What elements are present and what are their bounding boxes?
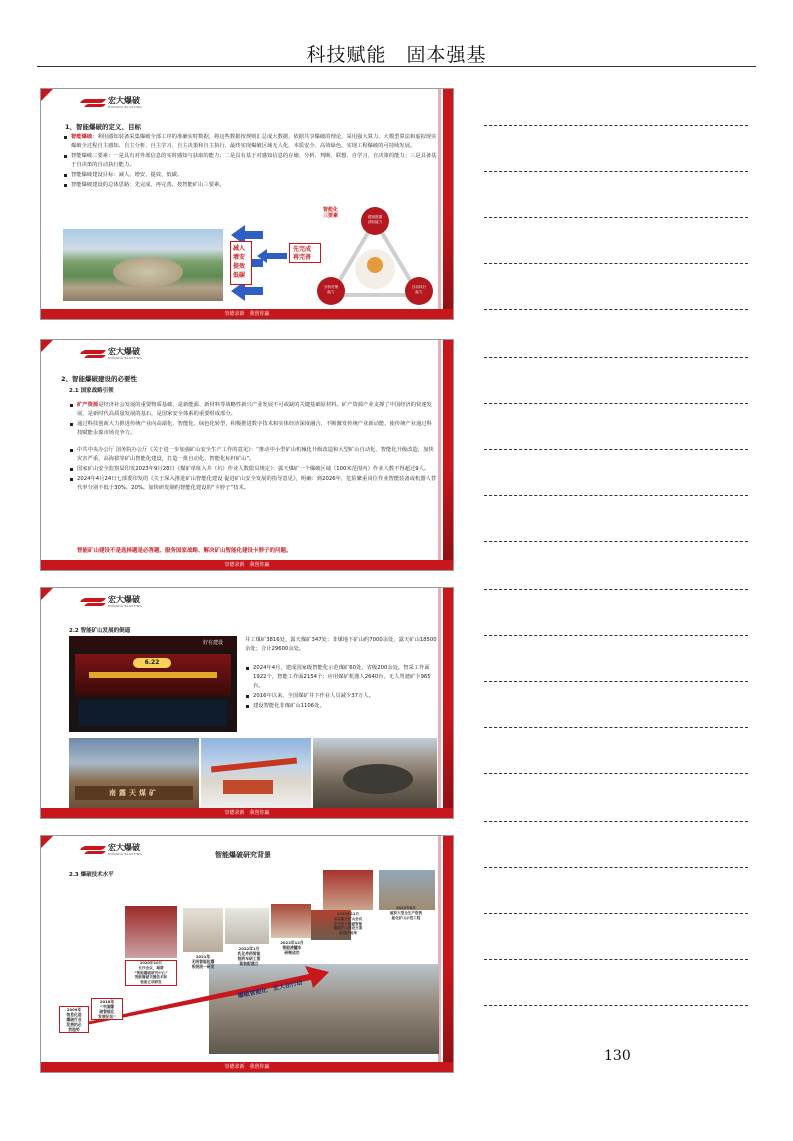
note-line [484,589,748,590]
milestone-photo [225,908,269,944]
note-line [484,821,748,822]
bullet-text: 国家矿山安全监察局印发2023年9月28日《煤矿单班入井（坑）作业人数限员规定》：露天煤矿一个爆破区域（100米范围内）作业人数不得超过9人。 [77,466,430,472]
note-line [484,309,748,310]
milestone-photo [125,906,177,958]
slide-footer: 崇德求新 我创你赢 [41,560,453,570]
bullet-text: 是经济社会发展的重要物质基础，是新能源、新材料等战略性新兴产业发展不可或缺的关键基础原材料。矿产资源产业支撑了中国经济的快速发展，是新时代高质量发展的基石，是国家安全体系的重要组成部分。 [77,402,432,417]
mine-aerial-photo [63,229,223,301]
truck-shape [223,780,273,794]
note-line [484,867,748,868]
note-line [484,773,748,774]
slide-footer: 崇德求新 我创你赢 [41,309,453,319]
pit-shape [343,764,413,794]
note-line [484,495,748,496]
corner-triangle [41,340,53,352]
link-arrow-icon [257,249,287,263]
milestone-label: 2018年 “中国爆 破智能化 发展论坛” [91,998,123,1020]
progress-arrow-icon [59,964,329,1030]
note-line [484,357,748,358]
header-rule [37,66,756,67]
bullet-list [69,401,437,494]
bullet-item: 2016年以来，全国煤矿井下作业人员减少37万人。 [245,692,437,701]
note-line [484,171,748,172]
note-line [484,913,748,914]
bullet-text: ：利用感知装备采集爆破全部工序的准确实时数据，将这些数据按规则汇总成大数据，依据共享爆破的理论，采用强大算力、大模型算法和虚拟现实爆破全过程自主感知、自主分析、自主学习、自主决策和自主执行，最终实现爆破区域无人化、本质安全、高效绿色，实现工程爆破的可持续发展。 [71,134,437,149]
corner-triangle [41,588,53,600]
bullet-text: 通过科技创新大力推进传统产业向高端化、智能化、绿色化转型，积极推进数字技术和实体经济深度融合，不断激发传统产业新动能，使传统产业通过科技赋能永葆市场竞争力。 [77,421,432,436]
side-stripe [438,588,441,818]
bullet-lead: 智能爆破 [71,134,93,140]
slide-title: 智能爆破研究背景 [215,851,271,859]
goal-text: 减人 增安 提效 低碳 [233,245,246,279]
milestone-photo [183,908,223,952]
goal-box [230,241,252,285]
bullet-text: 2024年4月24日七部委印发的《关于深入推进矿山智能化建设 促进矿山安全发展的指导意见》，明确：到2026年，危险繁重岗位作业智能装备或机器人替代率分别不低于30%、20%。加快研发制约智能化建设的“卡脖子”技术。 [77,476,437,491]
bullet-item [69,446,437,464]
side-bar [443,836,453,1072]
note-line [484,449,748,450]
logo-english: HONGDA BLASTING [108,356,142,360]
note-line [484,635,748,636]
screen-bar [89,672,217,678]
open-pit-photo [313,738,437,808]
milestone-label: 2022年11月 首届露天矿山会议 发布宏大爆破智能 爆破矿山建设方案 取得的成果 [333,912,363,936]
note-line [484,263,748,264]
gate-arch [211,758,297,773]
bullet-item [63,171,439,180]
screen-label: 好在建设 [203,640,224,646]
bullet-lead: 矿产资源 [77,402,99,408]
logo-name: 宏大爆破 [108,843,140,852]
gate-photo [201,738,311,808]
side-bar [443,89,453,319]
bullet-item [63,152,439,170]
pit-shape [113,257,183,287]
logo-mark-icon [81,596,105,608]
bullet-list [245,664,437,712]
bullet-item [69,401,437,419]
milestone-photo [271,904,311,938]
milestone-photo [379,870,435,910]
milestone-label: 2009年 信息化追 爆破行业 发展的必 然趋势 [59,1006,89,1033]
note-line [484,681,748,682]
slide-2 [40,339,454,571]
corner-triangle [41,89,53,101]
node-decision: 分析决策 能力 [317,277,345,305]
mine-sign-text: 南露天煤矿 [75,786,193,800]
milestone-label: 2023年8月 破获大型全生产级智 能化矿山示范工程 [389,906,423,920]
page-header [0,0,793,70]
bullet-item [69,420,437,438]
company-logo [81,95,142,111]
note-line [484,403,748,404]
triangle-title: 智能化 三要素 [323,207,339,219]
slide-4 [40,835,454,1073]
milestone-label: 2022年12月 智能液罐车 研制成功 [280,940,304,955]
slide-3 [40,587,454,819]
slide-heading: 2、智能爆破建设的必要性 [61,375,138,383]
note-line [484,1005,748,1006]
page-title: 科技赋能 固本强基 [306,44,487,66]
note-line [484,727,748,728]
node-perception: 感知数据 获取能力 [361,207,389,235]
bullet-item [69,465,437,474]
bullet-text: 智能爆破三要素：一是具有对外部信息的实时感知与获取的能力；二是具有基于对感知信息的存储、分析、判断、联想、自学习、自决策的能力；三是具备基于自决策的自动执行能力。 [71,153,437,168]
company-logo [81,842,142,858]
milestone-label: 2021年 无线智能起爆 系统统一研发 [191,954,215,969]
slide-footer: 崇德求新 我创你赢 [41,1062,453,1072]
logo-english: HONGDA BLASTING [108,105,142,109]
logo-name: 宏大爆破 [108,347,140,356]
stats-lead: 井工煤矿3816处、露天煤矿347处；非煤地下矿山约7000余处、露天矿山18500余处；合计29600余处。 [245,637,437,652]
logo-english: HONGDA BLASTING [108,604,142,608]
stats-text [245,636,437,654]
bullet-item [63,181,439,190]
side-bar [443,588,453,818]
slide-1 [40,88,454,320]
bullet-text: 智能爆破建设目标：减人、增安、提效、低碳。 [71,172,183,178]
logo-mark-icon [81,97,105,109]
milestone-photo [323,870,373,910]
logo-name: 宏大爆破 [108,595,140,604]
plan-text: 先完成 再完善 [293,246,312,261]
node-execution: 自动执行 能力 [405,277,433,305]
logo-name: 宏大爆破 [108,96,140,105]
slide-subheading: 2.3 爆破技术水平 [69,872,114,878]
bullet-item [69,475,437,493]
bullet-item: 建设智能化非煤矿山1106处。 [245,702,437,711]
slide-subheading: 2.2 智能矿山发展的倒逼 [69,628,131,634]
arrow-label: 爆破智能化 宏大在行动 [237,979,304,1000]
page-number: 130 [604,1048,631,1064]
bullet-item: 2024年4月，建成国家级智能化示范煤矿60处，省级200余处。智采工作面1922个，智能工作面2154个；应用煤矿机器人2640台，无人驾驶矿卡965台。 [245,664,437,691]
side-bar [443,340,453,570]
screen-value: 6.22 [133,658,171,668]
mine-sign-photo [69,738,199,808]
slide-heading: 1、智能爆破的定义、目标 [65,123,142,131]
note-line [484,125,748,126]
logo-english: HONGDA BLASTING [108,852,142,856]
side-stripe [438,340,441,570]
note-line [484,541,748,542]
screen-lower [79,700,227,726]
logo-mark-icon [81,844,105,856]
milestone-label: 2020年10月 长沙会议，揭牌 “智能爆破研究中心” 智能爆破关键技术和 装备立项研发 [125,960,177,986]
bullet-text: 中共中央办公厅 国务院办公厅《关于进一步加强矿山安全生产工作的意见》：“推动中小型矿山机械化升级改造和大型矿山自动化、智能化升级改造，加快灾害严重、高海拔等矿山智能化建设，打造一批自动化、智能化标杆矿山”。 [77,447,434,462]
bullet-list [63,133,439,191]
company-logo [81,346,142,362]
company-logo [81,594,142,610]
note-line [484,217,748,218]
slide-subheading: 2.1 国家战略引领 [69,388,114,394]
control-screen-photo [69,636,237,732]
conclusion-text: 智能矿山建设不是选择题是必答题、服务国家战略、解决矿山智能化建设卡脖子的问题。 [77,548,292,554]
milestone-label: 2022年1月 乳化炸药智能 装药车研工智 能装配建立 [237,946,261,966]
logo-mark-icon [81,348,105,360]
bullet-item [63,133,439,151]
note-line [484,959,748,960]
slide-footer: 崇德求新 我创你赢 [41,808,453,818]
corner-triangle [41,836,53,848]
bullet-text: 智能爆破建设的总体思路：先完成、再完善。按智能矿山三要素。 [71,182,225,188]
